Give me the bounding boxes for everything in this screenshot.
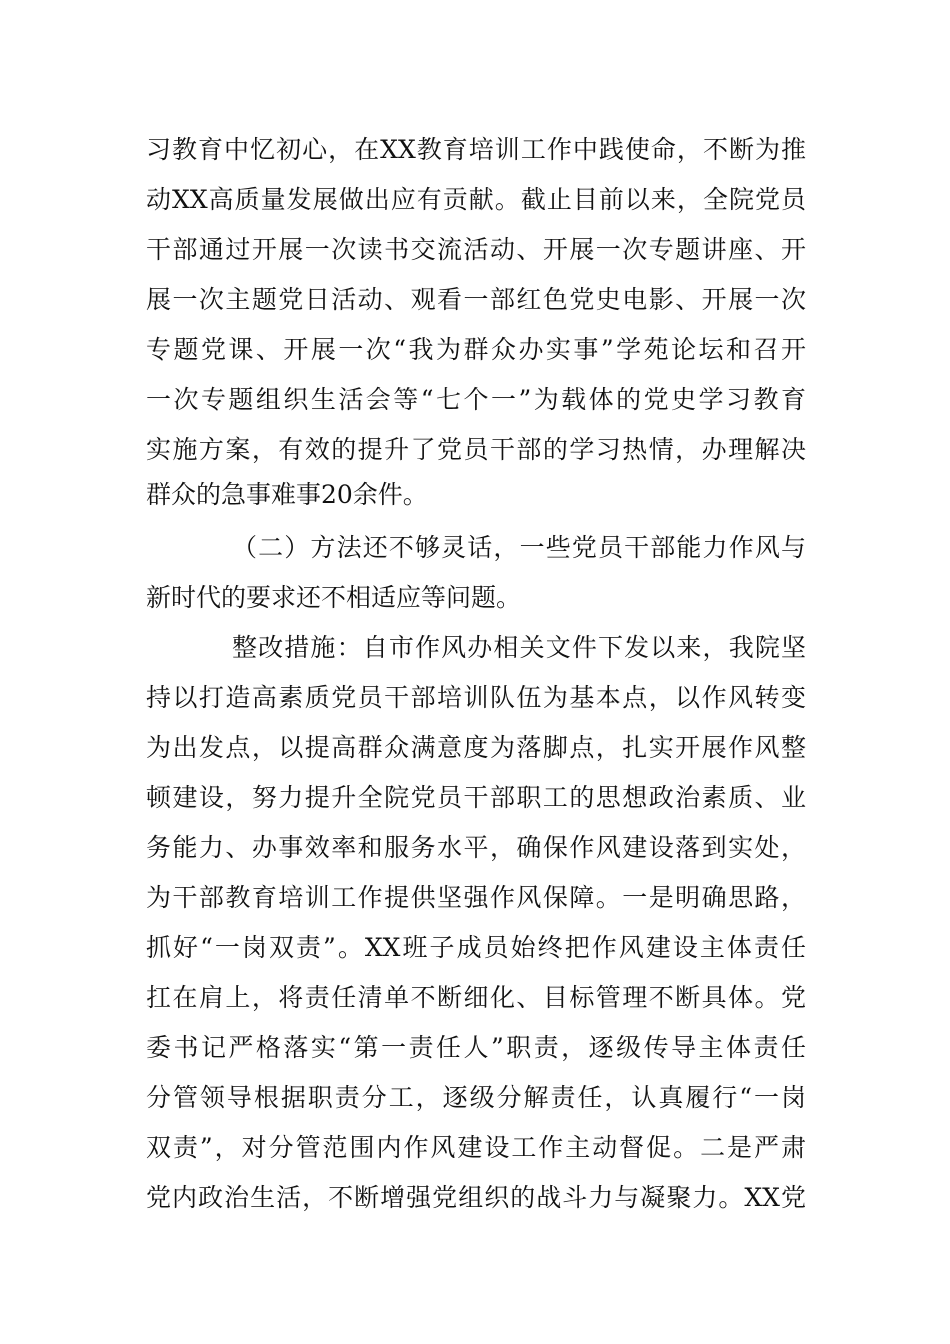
text-line: 双责”，对分管范围内作风建设工作主动督促。二是严肃 [146, 1133, 806, 1162]
text-line: 分管领导根据职责分工，逐级分解责任，认真履行“一岗 [146, 1083, 806, 1112]
text-line: 展一次主题党日活动、观看一部红色党史电影、开展一次 [146, 285, 806, 314]
text-line: 抓好“一岗双责”。XX班子成员始终把作风建设主体责任 [146, 933, 806, 962]
text-line: 为干部教育培训工作提供坚强作风保障。一是明确思路， [146, 883, 806, 912]
section-heading: （二）方法还不够灵话，一些党员干部能力作风与 [232, 533, 806, 562]
paragraph-start: 整改措施：自市作风办相关文件下发以来，我院坚 [232, 633, 806, 662]
text-line: 群众的急事难事20余件。 [146, 480, 428, 509]
text-line: 一次专题组织生活会等“七个一”为载体的党史学习教育 [146, 385, 806, 414]
text-line: 为出发点，以提高群众满意度为落脚点，扎实开展作风整 [146, 733, 806, 762]
text-line: 习教育中忆初心，在XX教育培训工作中践使命，不断为推 [146, 135, 806, 164]
text-line: 务能力、办事效率和服务水平，确保作风建设落到实处， [146, 833, 806, 862]
text-line: 顿建设，努力提升全院党员干部职工的思想政治素质、业 [146, 783, 806, 812]
text-line: 持以打造高素质党员干部培训队伍为基本点，以作风转变 [146, 683, 806, 712]
text-line: 实施方案，有效的提升了党员干部的学习热情，办理解决 [146, 435, 806, 464]
text-line: 新时代的要求还不相适应等问题。 [146, 583, 522, 612]
text-line: 动XX高质量发展做出应有贡献。截止目前以来，全院党员 [146, 185, 806, 214]
text-line: 党内政治生活，不断增强党组织的战斗力与凝聚力。XX党 [146, 1183, 806, 1212]
text-line: 委书记严格落实“第一责任人”职责，逐级传导主体责任 [146, 1033, 806, 1062]
text-line: 干部通过开展一次读书交流活动、开展一次专题讲座、开 [146, 235, 806, 264]
text-line: 扛在肩上，将责任清单不断细化、目标管理不断具体。党 [146, 983, 806, 1012]
text-line: 专题党课、开展一次“我为群众办实事”学苑论坛和召开 [146, 335, 806, 364]
